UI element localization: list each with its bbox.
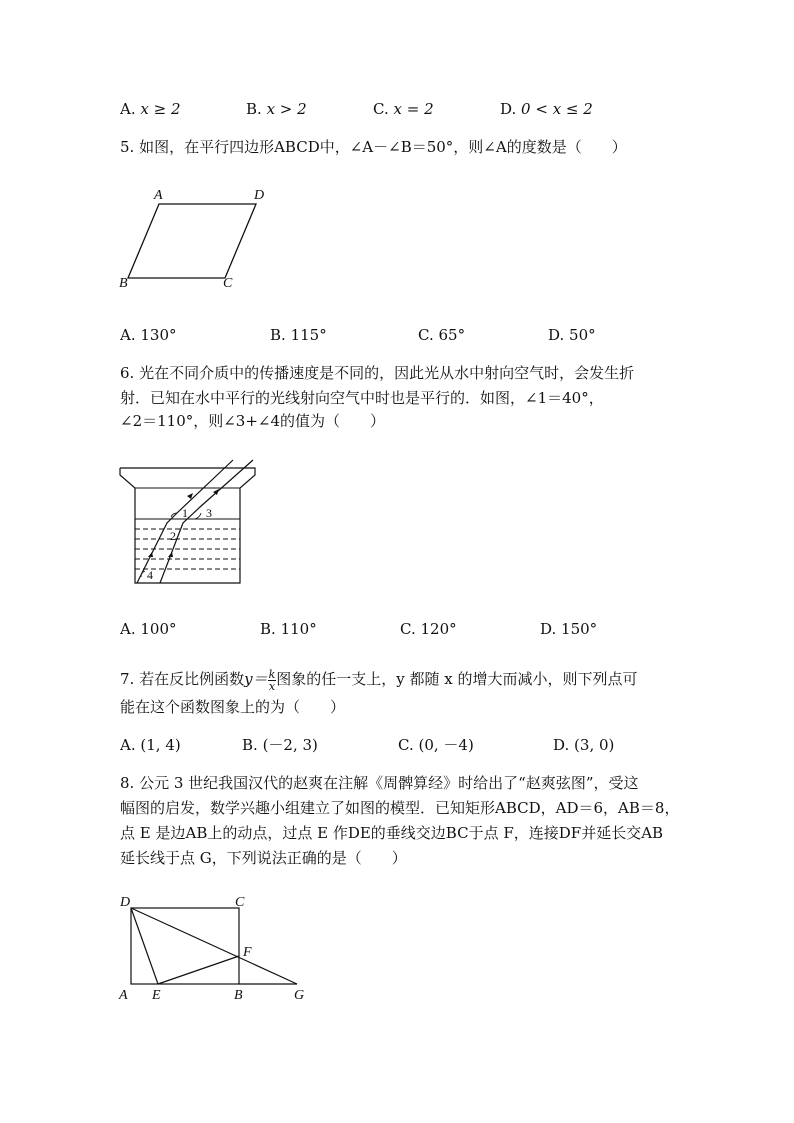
label-d: D bbox=[120, 895, 131, 910]
label-c: C bbox=[235, 895, 245, 910]
q7-option-d: D. (3, 0) bbox=[553, 736, 615, 754]
beaker-outline bbox=[120, 468, 255, 583]
water-dashes bbox=[135, 529, 240, 569]
q7-option-b: B. (－2, 3) bbox=[242, 736, 318, 754]
q6-option-c: C. 120° bbox=[400, 620, 457, 638]
label-e: E bbox=[152, 988, 161, 1003]
q6-option-b: B. 110° bbox=[260, 620, 317, 638]
label-a: A bbox=[154, 188, 163, 203]
q6-stem-line2: 射．已知在水中平行的光线射向空气中时也是平行的．如图，∠1＝40°， bbox=[120, 389, 604, 407]
q5-option-b: B. 115° bbox=[270, 326, 327, 344]
q5-option-a: A. 130° bbox=[120, 326, 177, 344]
q8-number: 8. bbox=[120, 774, 135, 792]
segment-ef bbox=[158, 956, 239, 984]
q4-option-c: C. x = 2 bbox=[373, 100, 434, 118]
label-d: D bbox=[254, 188, 265, 203]
q8-rectangle-figure bbox=[110, 888, 320, 1008]
arrow-lower-right bbox=[168, 552, 173, 557]
q7-option-c: C. (0, －4) bbox=[398, 736, 474, 754]
q8-stem-line3: 点 E 是边AB上的动点，过点 E 作DE的垂线交边BC于点 F，连接DF并延长交AB bbox=[120, 824, 664, 842]
label-g: G bbox=[294, 988, 305, 1003]
q6-number: 6. bbox=[120, 364, 135, 382]
q7-option-a: A. (1, 4) bbox=[120, 736, 181, 754]
q6-refraction-figure bbox=[115, 455, 265, 590]
angle-label-3: 3 bbox=[206, 506, 212, 520]
parallelogram-abcd bbox=[128, 204, 256, 278]
light-ray-right bbox=[160, 460, 253, 583]
q5-option-c: C. 65° bbox=[418, 326, 466, 344]
q8-stem-line2: 幅图的启发，数学兴趣小组建立了如图的模型．已知矩形ABCD，AD＝6，AB＝8， bbox=[120, 799, 680, 817]
q4-option-a: A. x ≥ 2 bbox=[120, 100, 181, 118]
q6-option-a: A. 100° bbox=[120, 620, 177, 638]
q6-stem-line1: 6. 光在不同介质中的传播速度是不同的，因此光从水中射向空气时，会发生折 bbox=[120, 364, 635, 382]
q7-stem-line1: 7. 若在反比例函数y＝ $\frac{k}{x}$ 图象的任一支上，y 都随 x 的增大而减小，则下列点可 bbox=[120, 667, 638, 693]
rectangle-abcd bbox=[131, 908, 239, 984]
angle-label-4: 4 bbox=[147, 568, 153, 582]
q5-stem bbox=[120, 136, 627, 158]
label-b: B bbox=[234, 988, 243, 1003]
q4-option-d: D. 0 < x ≤ 2 bbox=[500, 100, 593, 118]
segment-dg bbox=[131, 908, 297, 984]
q5-number: 5. bbox=[120, 138, 135, 156]
q6-stem-line3: ∠2＝110°，则∠3+∠4的值为（ ） bbox=[120, 412, 386, 430]
q7-number: 7. bbox=[120, 670, 135, 688]
q5-stem-text: 如图，在平行四边形ABCD中，∠A－∠B＝50°，则∠A的度数是（ ） bbox=[139, 138, 627, 156]
q8-stem-line4: 延长线于点 G，下列说法正确的是（ ） bbox=[120, 849, 407, 867]
q8-stem-line1: 8. 公元 3 世纪我国汉代的赵爽在注解《周髀算经》时给出了“赵爽弦图”，受这 bbox=[120, 774, 639, 792]
label-b: B bbox=[119, 276, 128, 291]
q5-parallelogram-figure bbox=[110, 182, 280, 292]
q5-option-d: D. 50° bbox=[548, 326, 596, 344]
label-a: A bbox=[119, 988, 128, 1003]
q7-fraction: $\frac{k}{x}$ bbox=[268, 667, 276, 693]
q7-stem-line2: 能在这个函数图象上的为（ ） bbox=[120, 698, 346, 716]
label-f: F bbox=[243, 945, 252, 960]
label-c: C bbox=[223, 276, 233, 291]
segment-de bbox=[131, 908, 158, 984]
angle-label-2: 2 bbox=[170, 529, 176, 543]
q4-option-b: B. x > 2 bbox=[246, 100, 307, 118]
angle-label-1: 1 bbox=[182, 506, 188, 520]
q6-option-d: D. 150° bbox=[540, 620, 598, 638]
